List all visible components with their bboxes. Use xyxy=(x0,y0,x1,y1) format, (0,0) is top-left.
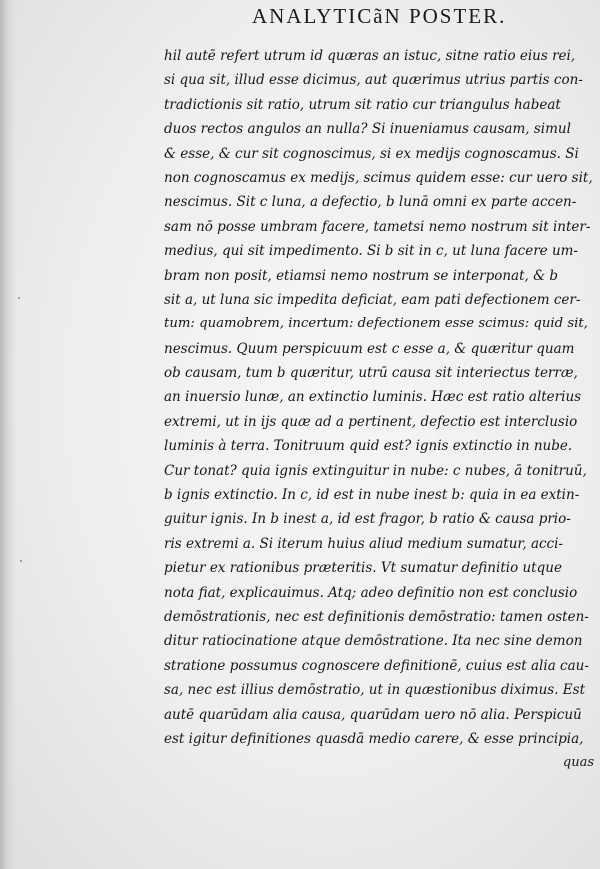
body-text xyxy=(164,44,594,776)
text-line: nota fiat, explicauimus. Atq; adeo definitio non est conclusio xyxy=(164,584,578,601)
text-line: stratione possumus cognoscere definitionē, cuius est alia cau- xyxy=(164,657,589,674)
paper-speck xyxy=(18,297,20,299)
text-line: b ignis extinctio. In c, id est in nube inest b: quia in ea extin- xyxy=(164,487,580,504)
text-line: Cur tonat? quia ignis extinguitur in nube: c nubes, ā tonitruū, xyxy=(164,462,587,479)
text-line: medius, qui sit impedimento. Si b sit in c, ut luna facere um- xyxy=(164,243,578,260)
paper-speck xyxy=(20,560,22,562)
text-line: sam nō posse umbram facere, tametsi nemo nostrum sit inter- xyxy=(164,218,591,235)
text-line: ob causam, tum b quæritur, utrū causa sit interiectus terræ, xyxy=(164,365,578,382)
text-line: sa, nec est illius demōstratio, ut in quæstionibus diximus. Est xyxy=(164,682,585,699)
text-line: non cognoscamus ex medijs, scimus quidem esse: cur uero sit, xyxy=(164,169,593,186)
text-line: ris extremi a. Si iterum huius aliud medium sumatur, acci- xyxy=(164,535,563,552)
text-line: est igitur definitiones quasdā medio carere, & esse principia, xyxy=(164,730,584,747)
text-line: sit a, ut luna sic impedita deficiat, eam pati defectionem cer- xyxy=(164,291,581,308)
text-line: pietur ex rationibus præteritis. Vt sumatur definitio utque xyxy=(164,560,562,577)
catchword: quas xyxy=(562,755,594,771)
text-line: guitur ignis. In b inest a, id est fragor, b ratio & causa prio- xyxy=(164,511,571,528)
text-line: tum: quamobrem, incertum: defectionem esse scimus: quid sit, xyxy=(164,316,588,332)
text-line: an inuersio lunæ, an extinctio luminis. Hæc est ratio alterius xyxy=(164,389,582,406)
binding-gutter-shadow xyxy=(0,0,16,869)
text-line: tradictionis sit ratio, utrum sit ratio cur triangulus habeat xyxy=(164,96,561,113)
text-line: hil autē refert utrum id quæras an istuc, sitne ratio eius rei, xyxy=(164,48,576,64)
text-line: & esse, & cur sit cognoscimus, si ex medijs cognoscamus. Si xyxy=(164,145,579,162)
text-line: autē quarūdam alia causa, quarūdam uero nō alia. Perspicuū xyxy=(164,706,582,723)
running-head: ANALYTICãN POSTER. xyxy=(252,4,507,28)
text-line: si qua sit, illud esse dicimus, aut quærimus utrius partis con- xyxy=(164,72,583,89)
text-line: demōstrationis, nec est definitionis demōstratio: tamen osten- xyxy=(164,608,589,625)
text-line: duos rectos angulos an nulla? Si inueniamus causam, simul xyxy=(164,121,571,138)
text-line: bram non posit, etiamsi nemo nostrum se interponat, & b xyxy=(164,267,559,284)
text-line: nescimus. Sit c luna, a defectio, b lunā omni ex parte accen- xyxy=(164,194,577,211)
text-line: extremi, ut in ijs quæ ad a pertinent, defectio est interclusio xyxy=(164,413,578,430)
text-line: nescimus. Quum perspicuum est c esse a, & quæritur quam xyxy=(164,340,575,357)
text-line: ditur ratiocinatione atque demōstratione. Ita nec sine demon xyxy=(164,633,583,650)
text-line: luminis à terra. Tonitruum quid est? ignis extinctio in nube. xyxy=(164,438,573,455)
